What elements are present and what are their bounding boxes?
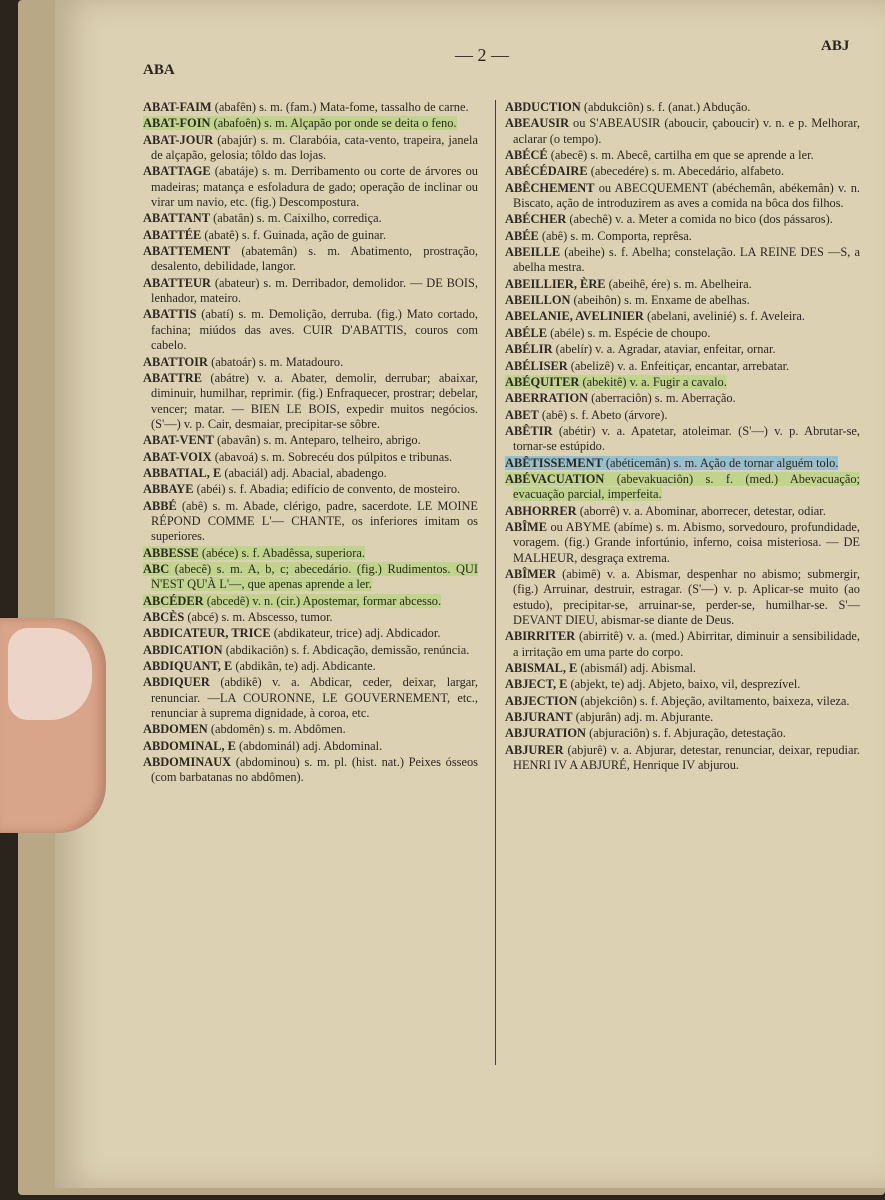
- entry-headword: ABDIQUANT, E: [143, 659, 233, 674]
- dictionary-entry: [505, 743, 860, 774]
- entry-headword: ABÉLISER: [505, 358, 568, 373]
- entry-definition: ou ABECQUEMENT (abéchemân, abékemân) v. n. Biscato, ação de introduzirem as aves a comida na bôca dos filhos.: [513, 180, 860, 211]
- dictionary-entry: [143, 307, 478, 353]
- running-head-right: ABJ: [821, 38, 850, 54]
- dictionary-entry: [505, 342, 860, 357]
- entry-headword: ABEILLE: [505, 245, 561, 260]
- dictionary-entry: [143, 675, 478, 721]
- dictionary-entry: [143, 546, 478, 561]
- entry-definition: (abjurân) adj. m. Abjurante.: [572, 710, 714, 725]
- entry-definition: (abavân) s. m. Anteparo, telheiro, abrigo.: [213, 433, 421, 448]
- entry-definition: (abateur) s. m. Derribador, demolidor. — DE BOIS, lenhador, mateiro.: [151, 275, 478, 306]
- entry-headword: ABET: [505, 407, 539, 422]
- entry-headword: ABDOMINAUX: [143, 755, 232, 770]
- entry-headword: ABATTAGE: [143, 164, 211, 179]
- entry-headword: ABAT-VOIX: [143, 449, 212, 464]
- entry-definition: (abdikê) v. a. Abdicar, ceder, deixar, largar, renunciar. —LA COURONNE, LE GOUVERNEMENT, etc., renunciar à suprema dignidade, à coroa, etc.: [151, 675, 478, 721]
- entry-definition: (abatê) s. f. Guinada, ação de guinar.: [201, 227, 387, 242]
- entry-headword: ABDICATEUR, TRICE: [143, 626, 271, 641]
- entry-headword: ABÉLE: [505, 325, 548, 340]
- entry-definition: ou ABYME (abíme) s. m. Abismo, sorvedouro, profundidade, voragem. (fig.) Grande infortúnio, inferno, coisa misteriosa. — DE MALHEUR, desgraça extrema.: [513, 519, 860, 565]
- entry-headword: ABC: [143, 561, 170, 576]
- entry-definition: (abavoá) s. m. Sobrecéu dos púlpitos e tribunas.: [211, 449, 453, 464]
- dictionary-entry: [505, 116, 860, 147]
- entry-headword: ABBAYE: [143, 482, 194, 497]
- dictionary-entry: [143, 482, 478, 497]
- dictionary-entry: [505, 181, 860, 212]
- dictionary-entry: [505, 661, 860, 676]
- dictionary-entry: [505, 629, 860, 660]
- entry-definition: (abecê) s. m. Abecê, cartilha em que se aprende a ler.: [547, 148, 814, 163]
- dictionary-entry: [143, 276, 478, 307]
- entry-definition: (abcedê) v. n. (cir.) Apostemar, formar abcesso.: [203, 593, 442, 608]
- dictionary-entry: [505, 326, 860, 341]
- entry-definition: (abirritê) v. a. (med.) Abirritar, diminuir a sensibilidade, a irritação em uma parte do corpo.: [513, 629, 860, 659]
- entry-definition: (abê) s. m. Abade, clérigo, padre, sacerdote. LE MOINE RÉPOND COMME L'— CHANTE, os inferiores imitam os superiores.: [151, 498, 478, 544]
- running-head-left: ABA: [143, 62, 175, 78]
- entry-definition: (abatoár) s. m. Matadouro.: [207, 354, 344, 369]
- entry-definition: (abétir) v. a. Apatetar, atoleimar. (S'—) v. p. Abrutar-se, tornar-se estúpido.: [513, 423, 860, 454]
- entry-headword: ABATTOIR: [143, 354, 208, 369]
- entry-headword: ABDOMINAL, E: [143, 738, 236, 753]
- entry-definition: (abjekciôn) s. f. Abjeção, aviltamento, baixeza, vileza.: [577, 693, 850, 708]
- left-column: [143, 100, 478, 787]
- entry-definition: (abekitê) v. a. Fugir a cavalo.: [579, 374, 727, 389]
- entry-definition: (abeihôn) s. m. Enxame de abelhas.: [570, 293, 750, 308]
- entry-headword: ABATTEMENT: [143, 244, 231, 259]
- entry-headword: ABISMAL, E: [505, 661, 578, 676]
- entry-headword: ABJURER: [505, 742, 564, 757]
- entry-headword: ABATTANT: [143, 211, 211, 226]
- entry-definition: (abdikaciôn) s. f. Abdicação, demissão, renúncia.: [222, 642, 470, 657]
- dictionary-entry: [143, 164, 478, 210]
- dictionary-entry: [143, 466, 478, 481]
- entry-headword: ABJURANT: [505, 710, 573, 725]
- entry-headword: ABEAUSIR: [505, 116, 570, 131]
- entry-headword: ABÎMER: [505, 566, 556, 581]
- dictionary-entry: [505, 567, 860, 628]
- entry-definition: (abdominál) adj. Abdominal.: [235, 738, 383, 753]
- entry-headword: ABATTIS: [143, 307, 197, 322]
- dictionary-entry: [143, 610, 478, 625]
- entry-definition: (abéce) s. f. Abadêssa, superiora.: [198, 545, 365, 560]
- dictionary-entry: [143, 433, 478, 448]
- dictionary-entry: [505, 520, 860, 566]
- column-divider: [495, 100, 496, 1065]
- entry-headword: ABDIQUER: [143, 675, 210, 690]
- entry-definition: ou S'ABEAUSIR (aboucir, çaboucir) v. n. e p. Melhorar, aclarar (o tempo).: [513, 116, 860, 146]
- dictionary-entry: [143, 562, 478, 593]
- dictionary-entry: [143, 626, 478, 641]
- entry-definition: (abatân) s. m. Caixilho, corrediça.: [210, 211, 382, 226]
- entry-headword: ABBATIAL, E: [143, 465, 222, 480]
- entry-definition: (abdikân, te) adj. Abdicante.: [232, 659, 376, 674]
- dictionary-entry: [143, 244, 478, 275]
- dictionary-entry: [143, 722, 478, 737]
- dictionary-entry: [143, 755, 478, 786]
- entry-definition: (abjuraciôn) s. f. Abjuração, detestação.: [586, 726, 786, 741]
- dictionary-entry: [143, 450, 478, 465]
- entry-definition: (abdukciôn) s. f. (anat.) Abdução.: [580, 100, 751, 114]
- dictionary-entry: [143, 355, 478, 370]
- dictionary-entry: [143, 643, 478, 658]
- dictionary-entry: [143, 116, 478, 131]
- entry-headword: ABÉQUITER: [505, 374, 580, 389]
- entry-definition: (abechê) v. a. Meter a comida no bico (dos pássaros).: [566, 212, 833, 227]
- dictionary-entry: [505, 472, 860, 503]
- entry-definition: (abajúr) s. m. Clarabóia, cata-vento, trapeira, janela de alçapão, gelosia; tôldo das lojas.: [151, 132, 478, 163]
- dictionary-entry: [505, 164, 860, 179]
- dictionary-entry: [143, 499, 478, 545]
- dictionary-entry: [505, 726, 860, 741]
- dictionary-entry: [143, 228, 478, 243]
- entry-headword: ABÉE: [505, 228, 539, 243]
- entry-headword: ABAT-FOIN: [143, 116, 211, 131]
- entry-headword: ABATTÉE: [143, 227, 202, 242]
- entry-definition: (abafên) s. m. (fam.) Mata-fome, tassalho de carne.: [211, 100, 469, 114]
- entry-headword: ABÊTIR: [505, 423, 553, 438]
- entry-definition: (abcé) s. m. Abscesso, tumor.: [184, 610, 333, 624]
- entry-headword: ABAT-JOUR: [143, 132, 214, 147]
- entry-headword: ABÉLIR: [505, 342, 553, 357]
- dictionary-entry: [505, 391, 860, 406]
- dictionary-entry: [505, 694, 860, 709]
- dictionary-entry: [143, 133, 478, 164]
- dictionary-entry: [143, 659, 478, 674]
- dictionary-entry: [505, 504, 860, 519]
- dictionary-entry: [505, 408, 860, 423]
- entry-headword: ABJECTION: [505, 693, 578, 708]
- dictionary-entry: [505, 424, 860, 455]
- dictionary-entry: [505, 359, 860, 374]
- entry-headword: ABAT-FAIM: [143, 100, 212, 114]
- entry-headword: ABDUCTION: [505, 100, 581, 114]
- right-column: [505, 100, 860, 774]
- entry-headword: ABAT-VENT: [143, 433, 214, 448]
- entry-headword: ABÉVACUATION: [505, 471, 605, 486]
- entry-headword: ABÎME: [505, 519, 547, 534]
- entry-headword: ABCÉDER: [143, 593, 204, 608]
- dictionary-entry: [505, 677, 860, 692]
- entry-definition: (abecê) s. m. A, b, c; abecedário. (fig.) Rudimentos. QUI N'EST QU'À L'—, que apenas aprende a ler.: [151, 561, 478, 592]
- entry-headword: ABEILLON: [505, 293, 571, 308]
- entry-definition: (abatí) s. m. Demolição, derruba. (fig.) Mato cortado, fachina; miúdos das aves. CUIR D'ABATTIS, couros com cabelo.: [151, 307, 478, 353]
- entry-definition: (abimê) v. a. Abismar, despenhar no abismo; submergir, (fig.) Arruinar, destruir, estragar. (S'—) v. p. Aplicar-se muito (ao estudo), precipitar-se, arruinar-se, perder-se, humilhar-se. S'— DEVANT DIEU, abismar-se diante de Deus.: [513, 566, 860, 627]
- entry-definition: (abê) s. f. Abeto (árvore).: [538, 407, 668, 422]
- entry-headword: ABCÈS: [143, 610, 185, 624]
- entry-definition: (abelizê) v. a. Enfeitiçar, encantar, arrebatar.: [567, 358, 790, 373]
- entry-definition: (abatáje) s. m. Derribamento ou corte de árvores ou madeiras; matança e esfoladura de gado; operação de inclinar ou virar um navio, etc. (fig.) Descompostura.: [151, 164, 478, 210]
- entry-definition: (abelír) v. a. Agradar, ataviar, enfeitar, ornar.: [552, 342, 776, 357]
- entry-headword: ABIRRITER: [505, 629, 576, 644]
- entry-headword: ABERRATION: [505, 391, 589, 406]
- entry-headword: ABÉCÉ: [505, 148, 548, 163]
- entry-headword: ABDICATION: [143, 642, 223, 657]
- entry-headword: ABÉCÉDAIRE: [505, 164, 588, 179]
- entry-definition: (abê) s. m. Comporta, reprêsa.: [538, 228, 692, 243]
- dictionary-entry: [143, 211, 478, 226]
- dictionary-entry: [505, 148, 860, 163]
- dictionary-entry: [505, 245, 860, 276]
- entry-headword: ABELANIE, AVELINIER: [505, 309, 644, 324]
- entry-definition: (aborrê) v. a. Abominar, aborrecer, detestar, odiar.: [576, 503, 826, 518]
- entry-definition: (abéle) s. m. Espécie de choupo.: [547, 325, 711, 340]
- entry-headword: ABBESSE: [143, 545, 199, 560]
- entry-headword: ABÊCHEMENT: [505, 180, 595, 195]
- entry-definition: (abjurê) v. a. Abjurar, detestar, renunciar, deixar, repudiar. HENRI IV A ABJURÉ, Henrique IV abjurou.: [513, 742, 860, 773]
- entry-definition: (abecedére) s. m. Abecedário, alfabeto.: [587, 164, 785, 179]
- page-number: — 2 —: [455, 45, 509, 65]
- entry-definition: (abéticemân) s. m. Ação de tornar alguém tolo.: [602, 455, 839, 470]
- entry-definition: (abdominou) s. m. pl. (hist. nat.) Peixes ósseos (com barbatanas no abdômen).: [151, 755, 478, 785]
- entry-definition: (aberraciôn) s. m. Aberração.: [588, 391, 736, 406]
- dictionary-entry: [505, 100, 860, 115]
- entry-headword: ABÊTISSEMENT: [505, 455, 603, 470]
- dictionary-entry: [143, 739, 478, 754]
- entry-definition: (abdikateur, trice) adj. Abdicador.: [270, 626, 441, 641]
- dictionary-entry: [505, 212, 860, 227]
- entry-definition: (abeihê, ére) s. m. Abelheira.: [605, 276, 752, 291]
- dictionary-entry: [143, 594, 478, 609]
- entry-definition: (abismál) adj. Abismal.: [577, 661, 697, 676]
- dictionary-entry: [505, 309, 860, 324]
- dictionary-entry: [505, 277, 860, 292]
- entry-headword: ABJECT, E: [505, 677, 568, 692]
- entry-definition: (abatemân) s. m. Abatimento, prostração, desalento, debilidade, langor.: [151, 244, 478, 274]
- dictionary-entry: [505, 710, 860, 725]
- entry-definition: (abaciál) adj. Abacial, abadengo.: [221, 465, 387, 480]
- entry-definition: (abjekt, te) adj. Abjeto, baixo, vil, desprezível.: [567, 677, 801, 692]
- entry-definition: (abátre) v. a. Abater, demolir, derrubar; abaixar, diminuir, humilhar, reprimir. (fig.) Enfraquecer, prostrar; debelar, vencer; matar. — BIEN LE BOIS, expedir muitos negócios. (S'—) v. p. Cair, desmaiar, precipitar-se sôbre.: [151, 370, 478, 431]
- entry-definition: (abafoên) s. m. Alçapão por onde se deita o feno.: [210, 116, 457, 131]
- dictionary-entry: [143, 100, 478, 115]
- entry-headword: ABATTRE: [143, 370, 202, 385]
- entry-definition: (abevakuaciôn) s. f. (med.) Abevacuação; evacuação parcial, imperfeita.: [513, 471, 860, 502]
- entry-headword: ABEILLIER, ÈRE: [505, 276, 606, 291]
- entry-headword: ABJURATION: [505, 726, 587, 741]
- entry-headword: ABBÉ: [143, 498, 177, 513]
- entry-headword: ABATTEUR: [143, 275, 211, 290]
- entry-headword: ABHORRER: [505, 503, 577, 518]
- dictionary-entry: [505, 456, 860, 471]
- dictionary-entry: [143, 371, 478, 432]
- dictionary-entry: [505, 293, 860, 308]
- entry-headword: ABÉCHER: [505, 212, 567, 227]
- dictionary-entry: [505, 229, 860, 244]
- thumbnail-nail: [8, 628, 92, 720]
- entry-definition: (abéi) s. f. Abadia; edifício de convento, de mosteiro.: [193, 482, 461, 497]
- entry-definition: (abdomên) s. m. Abdômen.: [207, 722, 346, 737]
- dictionary-entry: [505, 375, 860, 390]
- entry-headword: ABDOMEN: [143, 722, 208, 737]
- entry-definition: (abeihe) s. f. Abelha; constelação. LA REINE DES —S, a abelha mestra.: [513, 245, 860, 275]
- entry-definition: (abelani, avelinié) s. f. Aveleira.: [643, 309, 805, 324]
